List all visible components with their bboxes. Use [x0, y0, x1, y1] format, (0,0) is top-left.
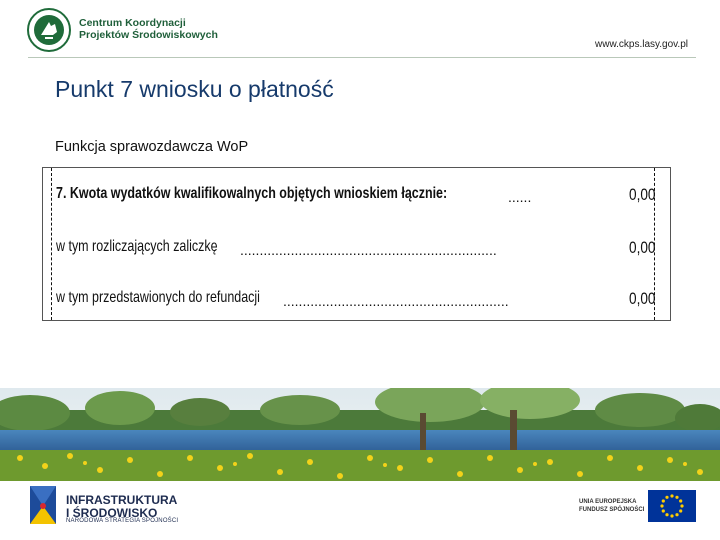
left-dashed-border: [51, 168, 52, 320]
form-row-total-value: 0,00: [629, 185, 656, 204]
header: [0, 0, 720, 60]
slide-title: Punkt 7 wniosku o płatność: [55, 76, 334, 102]
form-row-advance-dots: ..................................................................: [240, 242, 497, 258]
form-row-refund-value: 0,00: [629, 289, 656, 308]
form-row-advance-value: 0,00: [629, 238, 656, 257]
website-url[interactable]: www.ckps.lasy.gov.pl: [595, 39, 688, 50]
form-row-total-label: 7. Kwota wydatków kwalifikowalnych objętych wnioskiem łącznie:: [56, 185, 448, 202]
eu-line-1: UNIA EUROPEJSKA: [579, 499, 637, 505]
program-name: [66, 494, 177, 519]
program-subtitle: NARODOWA STRATEGIA SPÓJNOŚCI: [66, 518, 179, 524]
form-row-total-dots: ......: [508, 189, 532, 205]
form-row-refund-dots: ..........................................................: [283, 293, 509, 309]
slide-subtitle: Funkcja sprawozdawcza WoP: [55, 139, 249, 155]
eu-line-2: FUNDUSZ SPÓJNOŚCI: [579, 507, 645, 513]
org-line-1: Centrum Koordynacji: [79, 17, 186, 29]
organization-name: [79, 17, 218, 41]
header-divider: [28, 57, 696, 58]
form-excerpt: [42, 167, 671, 321]
form-row-refund-label: w tym przedstawionych do refundacji: [56, 289, 260, 306]
eu-flag-icon: [648, 490, 696, 522]
program-line-2: I ŚRODOWISKO: [66, 505, 158, 520]
infrastruktura-logo-icon: [26, 482, 60, 528]
lasy-panstwowe-logo: [27, 8, 71, 52]
landscape-photo: [0, 388, 720, 481]
eu-label: [579, 498, 644, 514]
form-row-advance-label: w tym rozliczających zaliczkę: [56, 238, 218, 255]
org-line-2: Projektów Środowiskowych: [79, 29, 218, 41]
footer: [0, 481, 720, 540]
program-line-1: INFRASTRUKTURA: [66, 493, 178, 507]
